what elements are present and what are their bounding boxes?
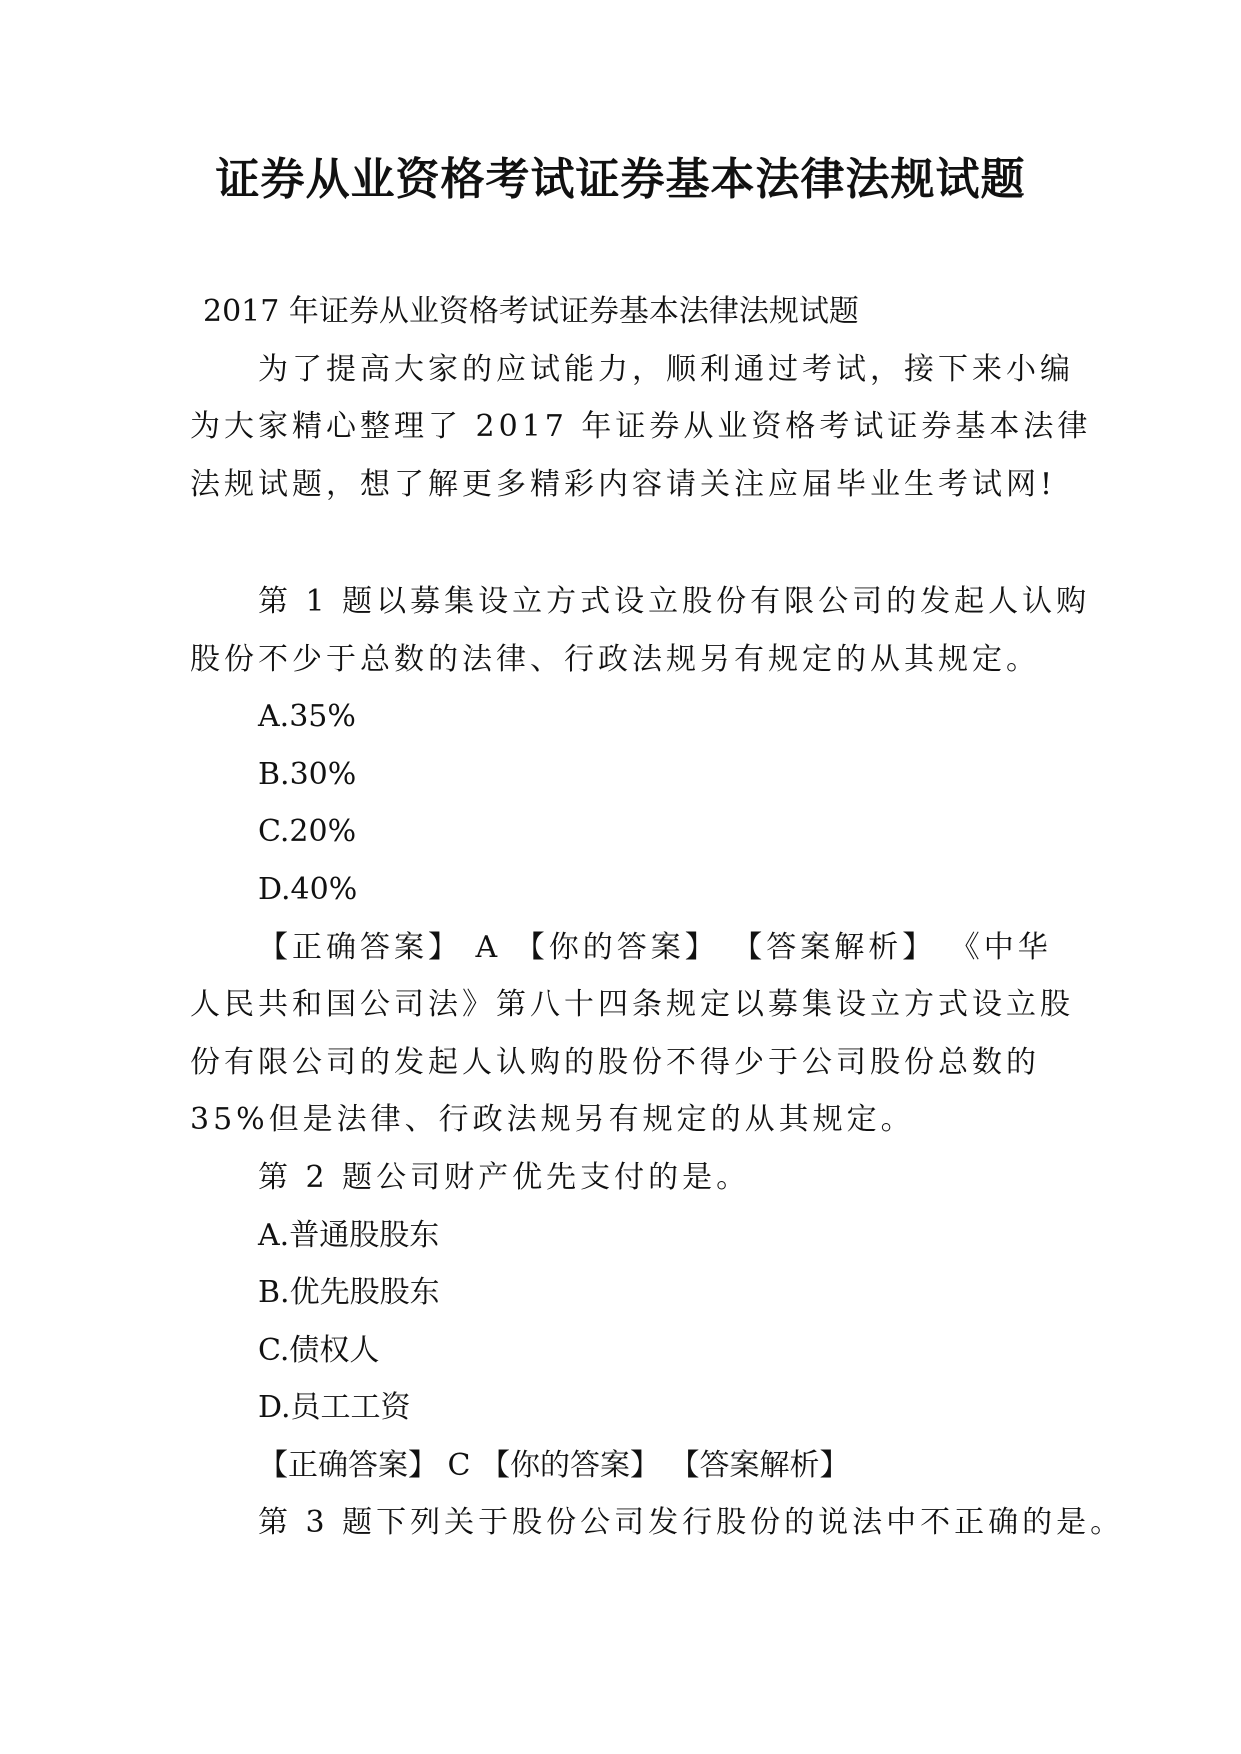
question-stem: 股份不少于总数的法律、行政法规另有规定的从其规定。 [190, 642, 1040, 677]
option-item: D.员工工资 [258, 1390, 411, 1425]
intro-line: 为大家精心整理了 2017 年证券从业资格考试证券基本法律 [190, 409, 1092, 444]
option-item: C.20% [258, 814, 357, 849]
document-subtitle: 2017 年证券从业资格考试证券基本法律法规试题 [203, 294, 859, 329]
option-item: A.35% [258, 699, 356, 734]
answer-line: 【正确答案】 C 【你的答案】 【答案解析】 [258, 1448, 850, 1483]
option-item: B.优先股股东 [258, 1275, 440, 1310]
option-item: B.30% [258, 757, 357, 792]
option-item: C.债权人 [258, 1333, 380, 1368]
option-item: A.普通股股东 [258, 1218, 440, 1253]
intro-line: 为了提高大家的应试能力，顺利通过考试，接下来小编 [258, 352, 1074, 387]
intro-line: 法规试题，想了解更多精彩内容请关注应届毕业生考试网! [190, 467, 1057, 502]
document-title: 证券从业资格考试证券基本法律法规试题 [215, 154, 1026, 205]
answer-line: 35%但是法律、行政法规另有规定的从其规定。 [190, 1102, 915, 1137]
answer-line: 人民共和国公司法》第八十四条规定以募集设立方式设立股 [190, 987, 1074, 1022]
question-stem: 第 3 题下列关于股份公司发行股份的说法中不正确的是。 [258, 1505, 1125, 1540]
answer-line: 份有限公司的发起人认购的股份不得少于公司股份总数的 [190, 1045, 1040, 1080]
question-stem: 第 2 题公司财产优先支付的是。 [258, 1160, 751, 1195]
option-item: D.40% [258, 872, 358, 907]
answer-line: 【正确答案】 A 【你的答案】 【答案解析】 《中华 [258, 930, 1052, 965]
question-stem: 第 1 题以募集设立方式设立股份有限公司的发起人认购 [258, 584, 1091, 619]
